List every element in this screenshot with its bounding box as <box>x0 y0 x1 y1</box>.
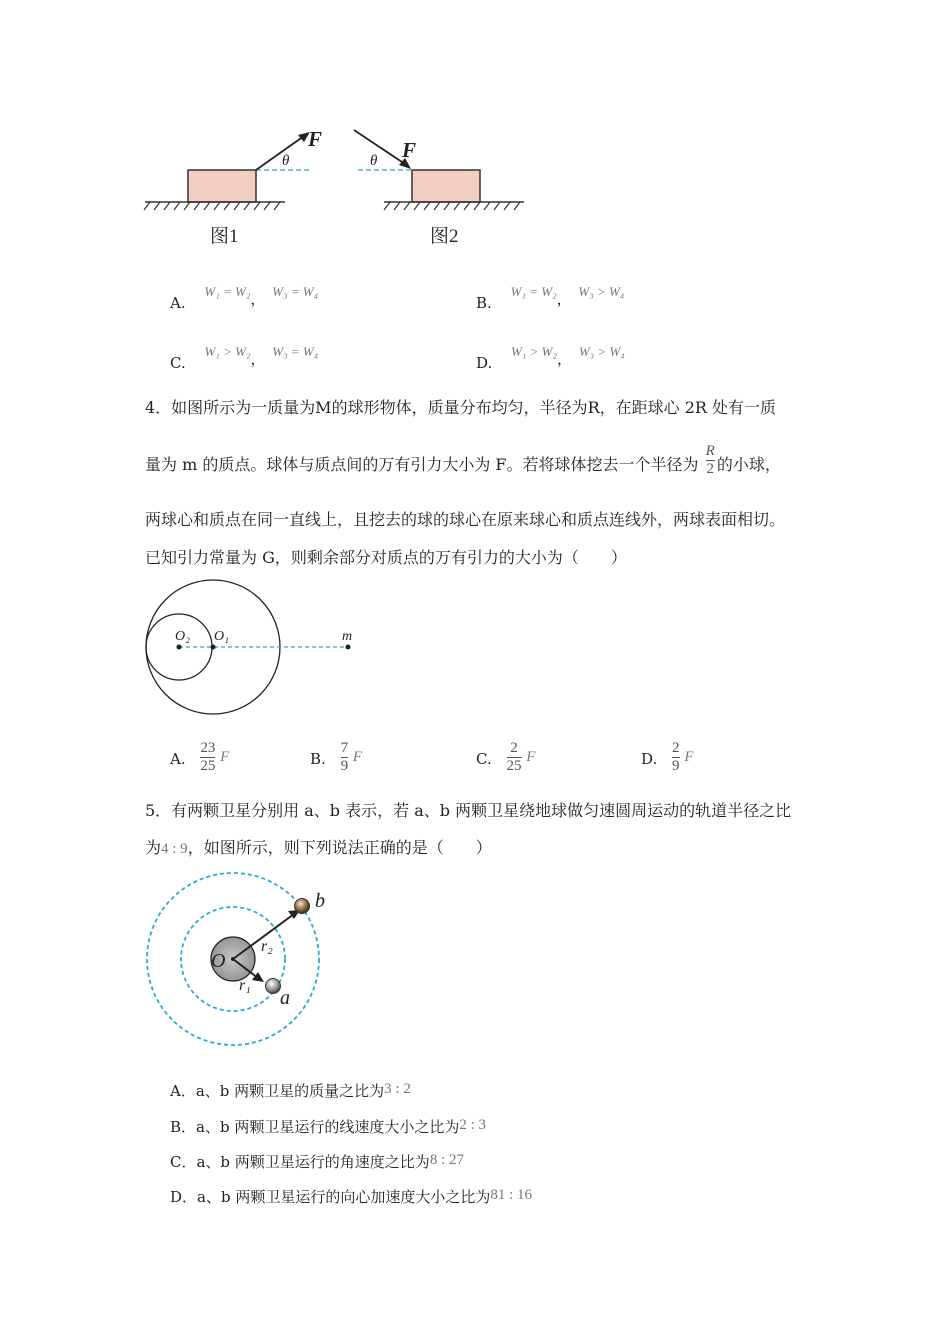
label-r2: r₂ <box>261 938 273 955</box>
block-2 <box>412 170 480 202</box>
label-o1: O₁ <box>214 629 229 644</box>
q3-option-c[interactable]: C. W₁ > W₂， W₃ = W₄ <box>170 344 319 372</box>
q4-line-2: 量为 m 的质点。球体与质点间的万有引力大小为 F。若将球体挖去一个半径为 $\frac{R}{2}$ 的小球， <box>145 443 781 477</box>
q3-option-a[interactable]: A. W₁ = W₂， W₃ = W₄ <box>170 284 319 312</box>
orbit-figure <box>140 866 340 1050</box>
point-mass <box>346 645 351 650</box>
fig1-caption: 图1 <box>210 226 239 247</box>
q4-radius-fraction: $\frac{R}{2}$ <box>705 443 715 477</box>
q5-line-2: 为4 : 9，如图所示，则下列说法正确的是（ ） <box>145 838 492 857</box>
q5-option-a[interactable]: A．a、b 两颗卫星的质量之比为3 : 2 <box>170 1081 411 1100</box>
force-arrow-1 <box>256 136 304 170</box>
label-o2: O₂ <box>175 629 190 644</box>
q4-option-a[interactable]: A. $\frac{23}{25}$ F <box>170 740 230 774</box>
sphere-figure <box>140 578 370 718</box>
label-a: a <box>280 987 290 1009</box>
label-m: m <box>342 629 353 644</box>
q5-option-b[interactable]: B．a、b 两颗卫星运行的线速度大小之比为2 : 3 <box>170 1117 487 1136</box>
q3-option-b[interactable]: B. W₁ = W₂， W₃ > W₄ <box>476 284 625 312</box>
q3-option-d[interactable]: D. W₁ > W₂， W₃ > W₄ <box>476 344 625 372</box>
fig2-caption: 图2 <box>430 226 459 247</box>
label-r1: r₁ <box>239 977 251 994</box>
force-label-1: F <box>308 127 323 151</box>
q5-option-c[interactable]: C．a、b 两颗卫星运行的角速度之比为8 : 27 <box>170 1152 464 1171</box>
satellite-a <box>266 979 281 994</box>
block-1 <box>188 170 256 202</box>
q5-option-d[interactable]: D．a、b 两颗卫星运行的向心加速度大小之比为81 : 16 <box>170 1187 533 1206</box>
satellite-b <box>295 899 310 914</box>
q4-option-d[interactable]: D. $\frac{2}{9}$ F <box>641 740 694 774</box>
force-arrow-2 <box>354 130 405 164</box>
force-figure <box>140 120 540 255</box>
q4-line-4: 已知引力常量为 G，则剩余部分对质点的万有引力的大小为（ ） <box>145 548 627 567</box>
q4-line-1: 4．如图所示为一质量为M的球形物体，质量分布均匀，半径为R，在距球心 2R 处有一质 <box>145 398 777 417</box>
label-b: b <box>315 890 325 912</box>
label-o: O <box>211 950 226 972</box>
q4-option-c[interactable]: C. $\frac{2}{25}$ F <box>476 740 536 774</box>
force-label-2: F <box>402 138 417 162</box>
q4-line-3: 两球心和质点在同一直线上，且挖去的球的球心在原来球心和质点连线外，两球表面相切。 <box>145 510 786 529</box>
angle-label-1: θ <box>282 153 290 169</box>
angle-label-2: θ <box>370 153 378 169</box>
q5-line-1: 5．有两颗卫星分别用 a、b 表示，若 a、b 两颗卫星绕地球做匀速圆周运动的轨道半径之比 <box>145 801 792 820</box>
q4-option-b[interactable]: B. $\frac{7}{9}$ F <box>310 740 363 774</box>
